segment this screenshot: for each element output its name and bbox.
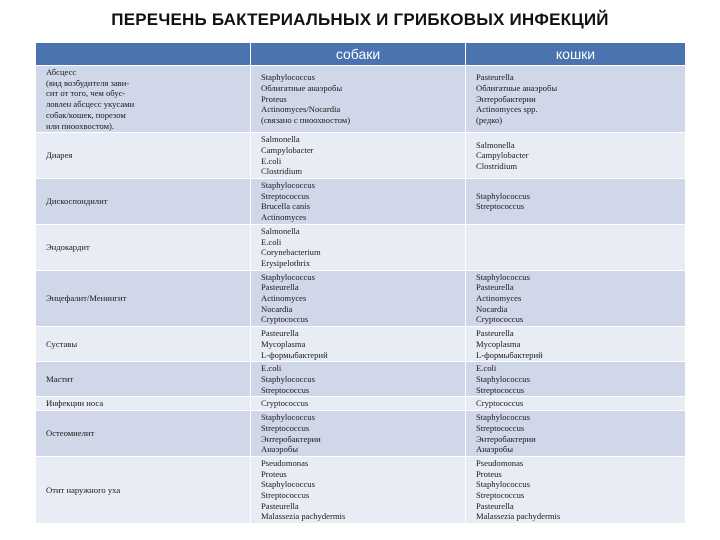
cats-cell-line: Staphylococcus xyxy=(476,412,530,423)
row-label xyxy=(36,179,251,225)
table-row xyxy=(36,133,686,179)
row-label-line: Энцефалит/Менингит xyxy=(46,293,127,304)
table-row xyxy=(36,397,686,411)
cats-cell xyxy=(466,411,686,457)
table-row xyxy=(36,270,686,327)
infections-table xyxy=(35,42,686,524)
dogs-cell xyxy=(251,411,466,457)
row-label xyxy=(36,224,251,270)
cats-cell xyxy=(466,270,686,327)
header-dogs: собаки xyxy=(251,43,466,66)
table-row xyxy=(36,362,686,397)
dogs-cell-line: Cryptococcus xyxy=(261,398,309,409)
header-cats: кошки xyxy=(466,43,686,66)
page-title: ПЕРЕЧЕНЬ БАКТЕРИАЛЬНЫХ И ГРИБКОВЫХ ИНФЕКЦИЙ xyxy=(111,10,609,29)
dogs-cell-line: (связано с пиоохвостом) xyxy=(261,115,351,126)
row-label-line: Абсцесс xyxy=(46,67,77,77)
row-label-line: собак/кошек, порезом xyxy=(46,109,126,120)
cats-cell-line: Pasteurella xyxy=(476,500,514,511)
row-label-line: Суставы xyxy=(46,338,78,349)
row-label xyxy=(36,362,251,397)
row-label xyxy=(36,327,251,362)
table-row xyxy=(36,224,686,270)
row-label xyxy=(36,397,251,411)
dogs-cell xyxy=(251,397,466,411)
row-label-line: (вид возбудителя зави- xyxy=(46,77,130,88)
dogs-cell-line: Staphylococcus xyxy=(261,373,315,384)
row-label-line: Дискоспондилит xyxy=(46,196,108,207)
dogs-cell-line: Staphylococcus xyxy=(261,180,315,191)
row-label xyxy=(36,411,251,457)
row-label xyxy=(36,456,251,523)
row-label-line: Инфекции носа xyxy=(46,398,104,409)
dogs-cell xyxy=(251,456,466,523)
dogs-cell-line: Pasteurella xyxy=(261,500,299,511)
dogs-cell-line: Proteus xyxy=(261,468,287,479)
dogs-cell-line: Анаэробы xyxy=(261,444,299,455)
header-blank-cell xyxy=(36,43,251,66)
dogs-cell-line: Salmonella xyxy=(261,134,300,145)
dogs-cell xyxy=(251,270,466,327)
cats-cell-line: Pseudomonas xyxy=(476,457,524,468)
cats-cell-line: Анаэробы xyxy=(476,444,514,455)
cats-cell-line: Staphylococcus xyxy=(476,373,530,384)
row-label xyxy=(36,133,251,179)
dogs-cell-line: Staphylococcus xyxy=(261,271,315,282)
dogs-cell-line: Staphylococcus xyxy=(261,412,315,423)
row-label-line: Остеомиелит xyxy=(46,428,95,439)
dogs-cell-line: Corynebacterium xyxy=(261,247,321,258)
dogs-cell-line: Pasteurella xyxy=(261,282,299,293)
cats-cell-line: L-формыбактерий xyxy=(476,349,543,360)
cats-cell-line: Streptococcus xyxy=(476,490,525,501)
dogs-cell xyxy=(251,179,466,225)
cats-cell-line: Cryptococcus xyxy=(476,314,524,325)
cats-cell-line: E.coli xyxy=(476,363,497,374)
cats-cell-line: Clostridium xyxy=(476,160,518,171)
dogs-cell-line: Cryptococcus xyxy=(261,314,309,325)
dogs-cell-line: Salmonella xyxy=(261,225,300,236)
dogs-cell-line: Streptococcus xyxy=(261,190,310,201)
cats-cell-line: Actinomyces xyxy=(476,293,522,304)
dogs-cell-line: Pseudomonas xyxy=(261,457,309,468)
cats-cell xyxy=(466,456,686,523)
cats-cell-line: Cryptococcus xyxy=(476,398,524,409)
dogs-cell xyxy=(251,224,466,270)
dogs-cell-line: Облигатные анаэробы xyxy=(261,83,343,94)
dogs-cell-line: Энтеробактерии xyxy=(261,433,321,444)
row-label-line: или пиоохвостом). xyxy=(46,120,115,131)
cats-cell-line: Nocardia xyxy=(476,303,508,314)
cats-cell xyxy=(466,362,686,397)
cats-cell-line: Staphylococcus xyxy=(476,479,530,490)
table-row xyxy=(36,179,686,225)
cats-cell xyxy=(466,327,686,362)
dogs-cell-line: Actinomyces/Nocardia xyxy=(261,104,341,115)
cats-cell xyxy=(466,66,686,133)
table-header-row xyxy=(36,43,686,66)
cats-cell-line: Staphylococcus xyxy=(476,190,530,201)
dogs-cell xyxy=(251,327,466,362)
dogs-cell-line: Campylobacter xyxy=(261,144,314,155)
dogs-cell-line: Mycoplasma xyxy=(261,338,306,349)
table-row xyxy=(36,411,686,457)
row-label-line: Эндокардит xyxy=(46,241,90,252)
dogs-cell-line: Actinomyces xyxy=(261,293,307,304)
dogs-cell-line: Actinomyces xyxy=(261,212,307,223)
cats-cell-line: Malassezia pachydermis xyxy=(476,511,561,522)
dogs-cell-line: Staphylococcus xyxy=(261,72,315,83)
table-row xyxy=(36,66,686,133)
row-label-line: Мастит xyxy=(46,373,74,384)
dogs-cell-line: E.coli xyxy=(261,236,282,247)
row-label-line: сит от того, чем обус- xyxy=(46,88,126,99)
dogs-cell xyxy=(251,133,466,179)
dogs-cell-line: Malassezia pachydermis xyxy=(261,511,346,522)
dogs-cell-line: Proteus xyxy=(261,93,287,104)
row-label xyxy=(36,66,251,133)
cats-cell-line: Pasteurella xyxy=(476,328,514,339)
dogs-cell-line: Pasteurella xyxy=(261,328,299,339)
row-label-line: Диарея xyxy=(46,150,73,161)
table-row xyxy=(36,327,686,362)
cats-cell-line: Salmonella xyxy=(476,139,515,150)
dogs-cell-line: Brucella canis xyxy=(261,201,310,212)
cats-cell-line: Streptococcus xyxy=(476,422,525,433)
cats-cell-line: (редко) xyxy=(476,115,503,126)
dogs-cell-line: Erysipelothrix xyxy=(261,257,311,268)
cats-cell-line: Mycoplasma xyxy=(476,338,521,349)
row-label xyxy=(36,270,251,327)
cats-cell-line: Энтеробактерии xyxy=(476,433,536,444)
cats-cell xyxy=(466,397,686,411)
cats-cell-line: Streptococcus xyxy=(476,384,525,395)
dogs-cell-line: L-формыбактерий xyxy=(261,349,328,360)
cats-cell-line: Pasteurella xyxy=(476,282,514,293)
dogs-cell-line: Streptococcus xyxy=(261,490,310,501)
cats-cell-line: Campylobacter xyxy=(476,150,529,161)
cats-cell-line: Энтеробактерии xyxy=(476,93,536,104)
dogs-cell-line: E.coli xyxy=(261,363,282,374)
cats-cell xyxy=(466,224,686,270)
cats-cell-line: Облигатные анаэробы xyxy=(476,83,558,94)
table-row xyxy=(36,456,686,523)
dogs-cell xyxy=(251,362,466,397)
dogs-cell-line: E.coli xyxy=(261,155,282,166)
cats-cell-line: Pasteurella xyxy=(476,72,514,83)
cats-cell xyxy=(466,133,686,179)
cats-cell-line: Actinomyces spp. xyxy=(476,104,538,115)
dogs-cell xyxy=(251,66,466,133)
cats-cell-line: Streptococcus xyxy=(476,201,525,212)
cats-cell-line: Proteus xyxy=(476,468,502,479)
cats-cell-line: Staphylococcus xyxy=(476,271,530,282)
row-label-line: ловлен абсцесс укусами xyxy=(46,99,135,110)
row-label-line: Отит наружного уха xyxy=(46,484,121,495)
dogs-cell-line: Streptococcus xyxy=(261,422,310,433)
dogs-cell-line: Nocardia xyxy=(261,303,293,314)
dogs-cell-line: Clostridium xyxy=(261,166,303,177)
cats-cell xyxy=(466,179,686,225)
dogs-cell-line: Streptococcus xyxy=(261,384,310,395)
dogs-cell-line: Staphylococcus xyxy=(261,479,315,490)
